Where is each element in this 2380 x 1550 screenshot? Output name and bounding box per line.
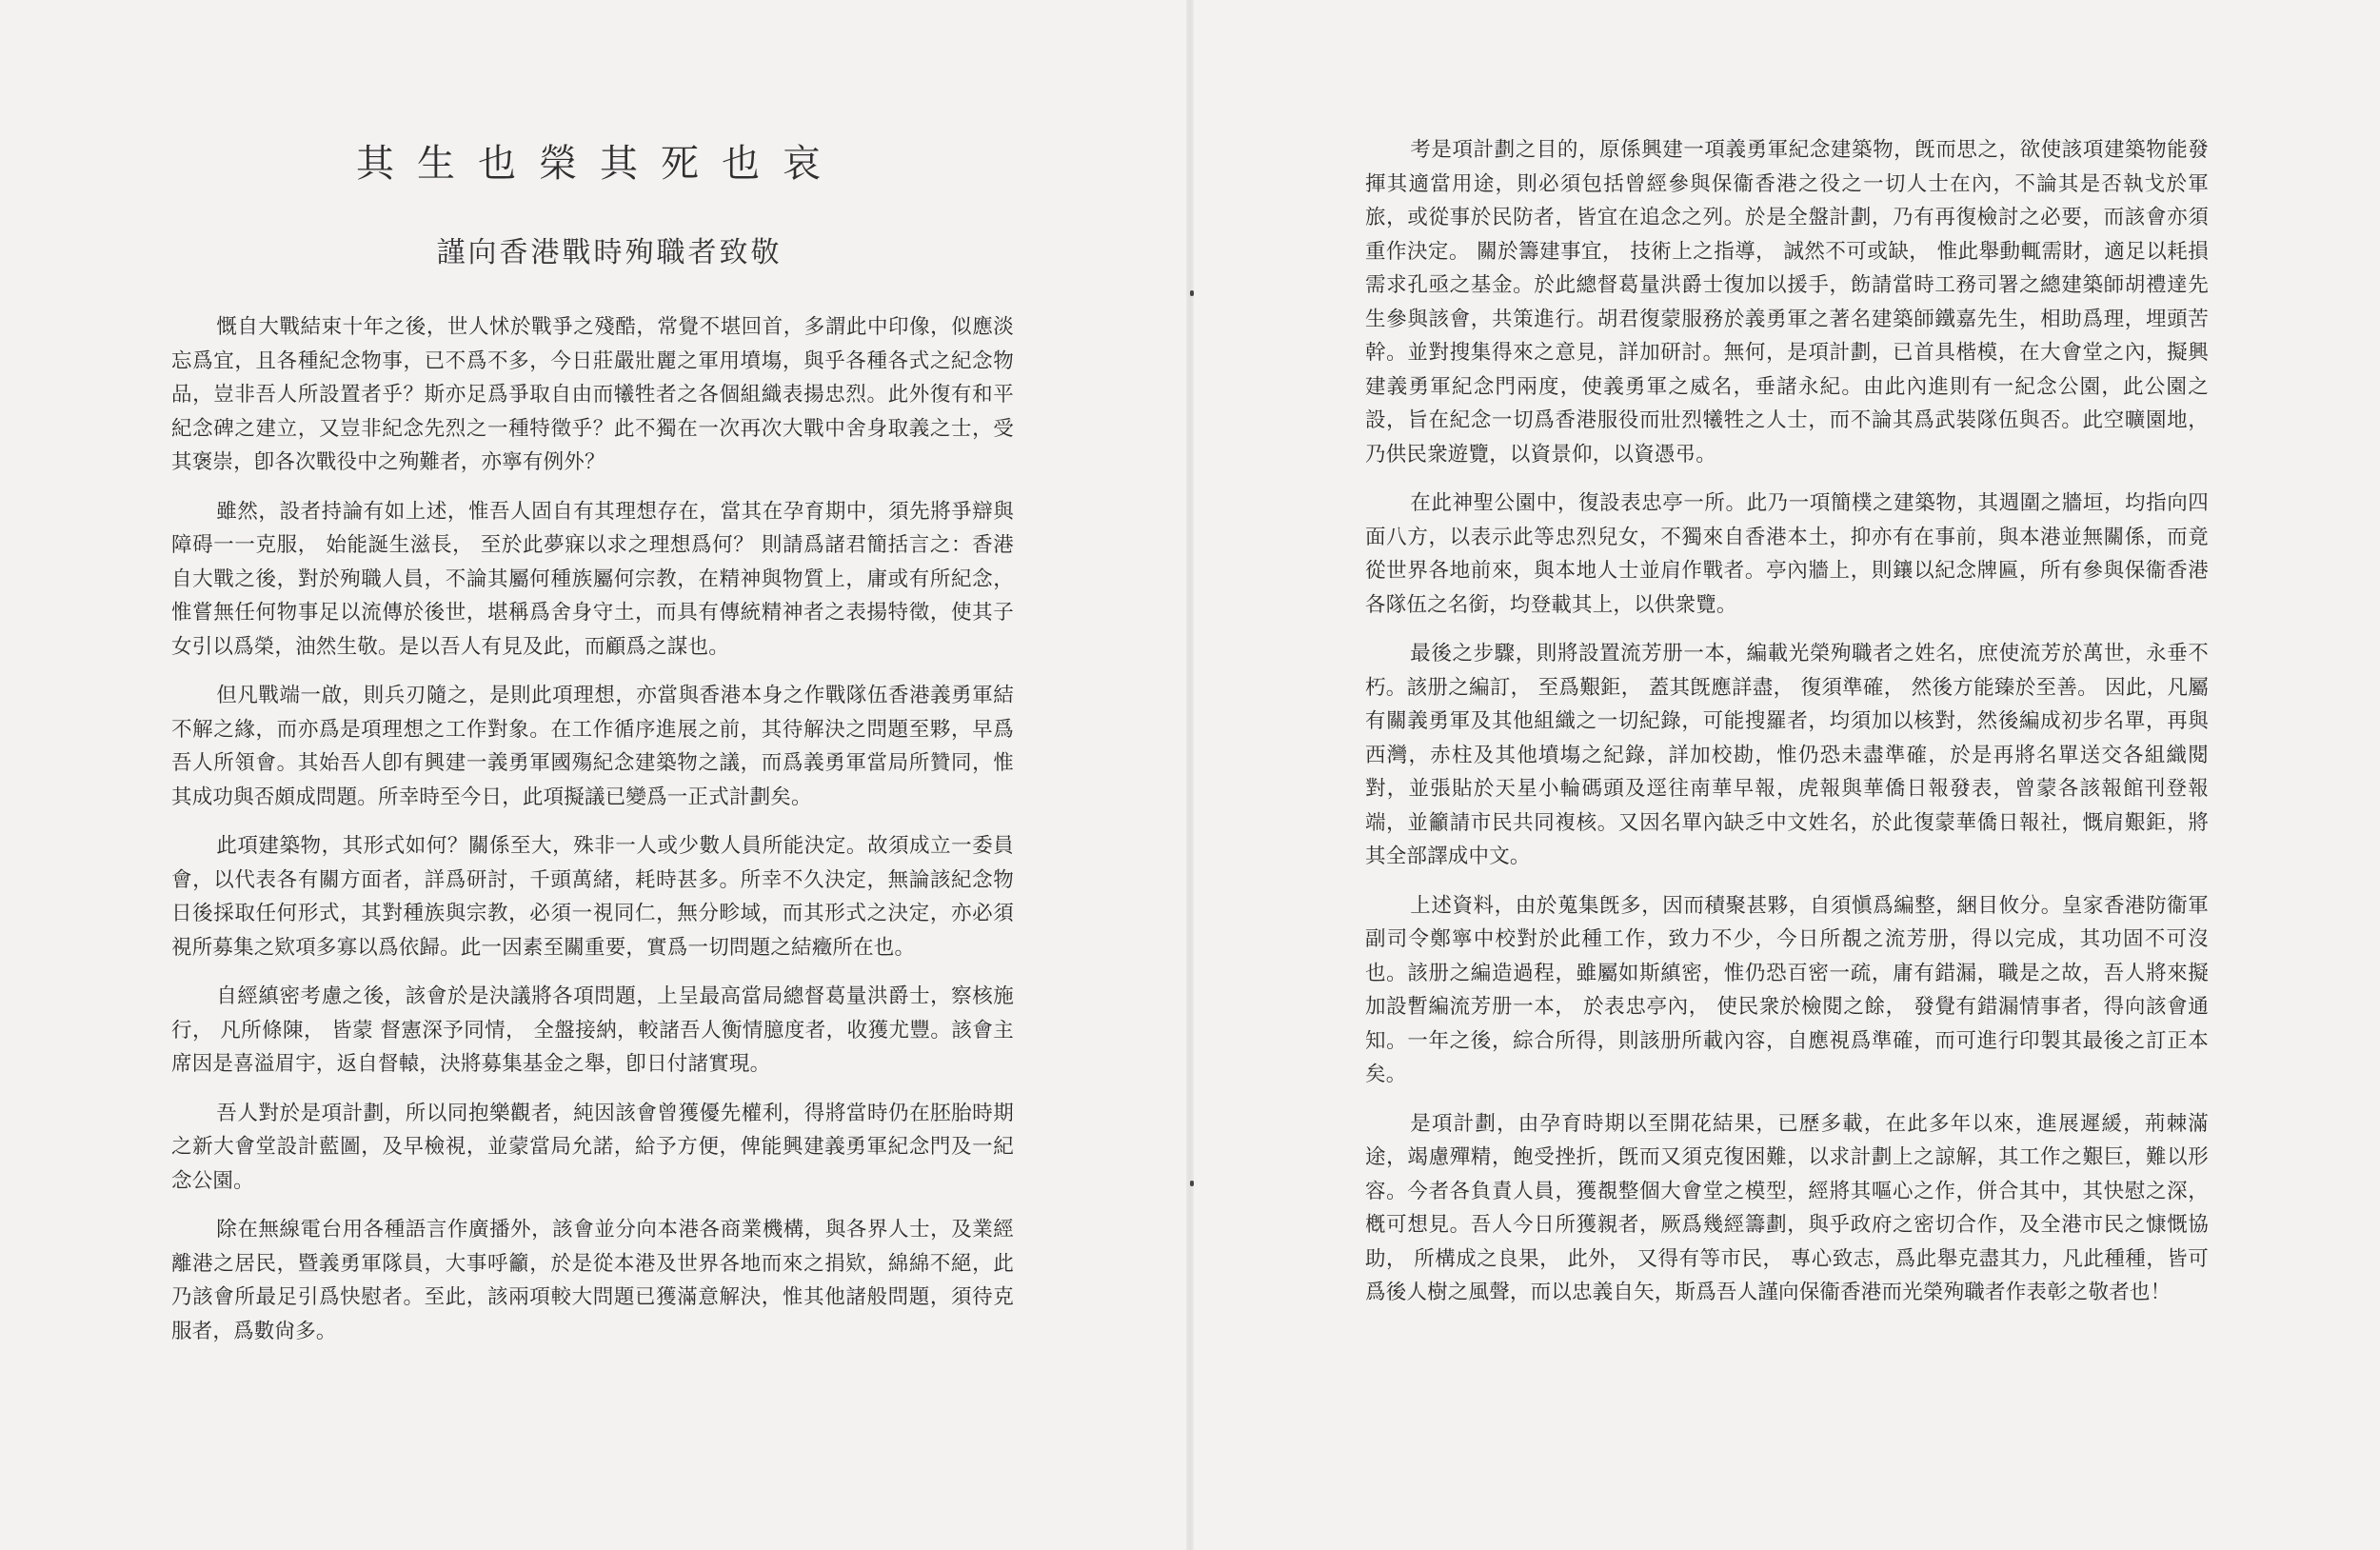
paragraph: 此項建築物，其形式如何？關係至大，殊非一人或少數人員所能決定。故須成立一委員會，以代表各有關方面者，詳爲研討，千頭萬緒，耗時甚多。所幸不久決定，無論該紀念物日後採取任何形式，其對種族與宗教，必須一視同仁，無分畛域，而其形式之決定，亦必須視所募集之欵項多寡以爲依歸。此一因素至關重要，實爲一切問題之結癥所在也。 bbox=[171, 834, 1014, 960]
left-page bbox=[0, 0, 1186, 1550]
paragraph: 慨自大戰結束十年之後，世人怵於戰爭之殘酷，常覺不堪回首，多謂此中印像，似應淡忘爲宜，且各種紀念物事，已不爲不多，今日莊嚴壯麗之軍用墳塲，與乎各種各式之紀念物品，豈非吾人所設置者乎？斯亦足爲爭取自由而犧牲者之各個組織表揚忠烈。此外復有和平紀念碑之建立，又豈非紀念先烈之一種特徵乎？此不獨在一次再次大戰中舍身取義之士，受其褒崇，卽各次戰役中之殉難者，亦寧有例外？ bbox=[171, 315, 1014, 474]
paragraph: 考是項計劃之目的，原係興建一項義勇軍紀念建築物，旣而思之，欲使該項建築物能發揮其適當用途，則必須包括曾經參與保衞香港之役之一切人士在內，不論其是否執戈於軍旅，或從事於民防者，皆宜在追念之列。於是全盤計劃，乃有再復檢討之必要，而該會亦須重作決定。 關於籌建事宜， 技術上之指導， 誠然不可或缺， 惟此舉動輒需財，適足以耗損需求孔亟之基金。於此總督葛量洪爵士復加以援手，飭請當時工務司署之總建築師胡禮達先生參與該會，共策進行。胡君復蒙服務於義勇軍之著名建築師鐵嘉先生，相助爲理，埋頭苦幹。並對搜集得來之意見，詳加研討。無何，是項計劃，已首具楷模，在大會堂之內，擬興建義勇軍紀念門兩度，使義勇軍之威名，垂諸永紀。由此內進則有一紀念公園，此公園之設，旨在紀念一切爲香港服役而壯烈犧牲之人士，而不論其爲武裝隊伍與否。此空曠園地，乃供民衆遊覽，以資景仰，以資憑弔。 bbox=[1365, 138, 2209, 467]
paragraph: 自經縝密考慮之後，該會於是決議將各項問題，上呈最高當局總督葛量洪爵士，察核施行， 凡所條陳， 皆蒙 督憲深予同情， 全盤接納，較諸吾人衡情臆度者，收獲尤豐。該會主席因是喜溢眉宇，返自督轅，決將募集基金之舉，卽日付諸實現。 bbox=[171, 984, 1014, 1076]
paragraph: 但凡戰端一啟，則兵刃隨之，是則此項理想，亦當與香港本身之作戰隊伍香港義勇軍結不解之緣，而亦爲是項理想之工作對象。在工作循序進展之前，其待解決之問題至夥，早爲吾人所領會。其始吾人卽有興建一義勇軍國殤紀念建築物之議，而爲義勇軍當局所贊同，惟其成功與否頗成問題。所幸時至今日，此項擬議已變爲一正式計劃矣。 bbox=[171, 684, 1014, 809]
paragraph: 吾人對於是項計劃，所以同抱樂觀者，純因該會曾獲優先權利，得將當時仍在胚胎時期之新大會堂設計藍圖，及早檢視，並蒙當局允諾，給予方便，俾能興建義勇軍紀念門及一紀念公園。 bbox=[171, 1101, 1014, 1193]
paragraph: 雖然，設者持論有如上述，惟吾人固自有其理想存在，當其在孕育期中，須先將爭辯與障碍一一克服， 始能誕生滋長， 至於此夢寐以求之理想爲何？ 則請爲諸君簡括言之：香港自大戰之後，對於殉職人員，不論其屬何種族屬何宗教，在精神與物質上，庸或有所紀念，惟嘗無任何物事足以流傳於後世，堪稱爲舍身守土，而具有傳統精神者之表揚特徵，使其子女引以爲榮，油然生敬。是以吾人有見及此，而顧爲之謀也。 bbox=[171, 499, 1014, 659]
paragraph: 是項計劃，由孕育時期以至開花結果，已歷多載，在此多年以來，進展遲緩，荊棘滿途，竭慮殫精，飽受挫折，旣而又須克復困難，以求計劃上之諒解，其工作之艱巨，難以形容。今者各負責人員，獲覩整個大會堂之模型，經將其嘔心之作，併合其中，其快慰之深，槪可想見。吾人今日所獲親者，厥爲幾經籌劃，與乎政府之密切合作，及全港市民之慷慨協助， 所構成之良果， 此外， 又得有等市民， 專心致志，爲此舉克盡其力，凡此種種，皆可爲後人樹之風聲，而以忠義自矢，斯爲吾人謹向保衞香港而光榮殉職者作表彰之敬者也！ bbox=[1365, 1111, 2209, 1304]
left-body-text bbox=[171, 310, 1014, 1363]
paragraph: 上述資料，由於蒐集旣多，因而積聚甚夥，自須愼爲編整，綑目攸分。皇家香港防衞軍副司令鄭寧中校對於此種工作，致力不少，今日所覩之流芳册，得以完成，其功固不可沒也。該册之編造過程，雖屬如斯縝密，惟仍恐百密一疏，庸有錯漏，職是之故，吾人將來擬加設暫編流芳册一本， 於表忠亭內， 使民衆於檢閱之餘， 發覺有錯漏情事者，得向該會通知。一年之後，綜合所得，則該册所載內容，自應視爲準確，而可進行印製其最後之訂正本矣。 bbox=[1365, 893, 2209, 1086]
page-gutter bbox=[1186, 0, 1194, 1550]
page-subtitle: 謹向香港戰時殉職者致敬 bbox=[436, 236, 783, 269]
right-page bbox=[1194, 0, 2380, 1550]
paragraph: 在此神聖公園中，復設表忠亭一所。此乃一項簡樸之建築物，其週圍之牆垣，均指向四面八方，以表示此等忠烈兒女，不獨來自香港本土，抑亦有在事前，與本港並無關係，而竟從世界各地前來，與本地人士並肩作戰者。亭內牆上，則鑲以紀念牌匾，所有參與保衞香港各隊伍之名銜，均登載其上，以供衆覽。 bbox=[1365, 491, 2209, 617]
paragraph: 最後之步驟，則將設置流芳册一本，編載光榮殉職者之姓名，庶使流芳於萬世，永垂不朽。該册之編訂， 至爲艱鉅， 蓋其旣應詳盡， 復須準確， 然後方能臻於至善。 因此，凡屬有關義勇軍及其他組織之一切紀錄，可能搜羅者，均須加以核對，然後編成初步名單，再與西灣，赤柱及其他墳塲之紀錄，詳加校勘，惟仍恐未盡準確，於是再將名單送交各組織閱對，並張貼於天星小輪碼頭及逕往南華早報，虎報與華僑日報發表，曾蒙各該報館刊登報端，並籲請市民共同複核。又因名單內缺乏中文姓名，於此復蒙華僑日報社，慨肩艱鉅，將其全部譯成中文。 bbox=[1365, 642, 2209, 868]
paragraph: 除在無線電台用各種語言作廣播外，該會並分向本港各商業機構，與各界人士，及業經離港之居民，暨義勇軍隊員，大事呼籲，於是從本港及世界各地而來之捐欵，綿綿不絕，此乃該會所最足引爲快慰者。至此，該兩項較大問題已獲滿意解決，惟其他諸般問題，須待克服者，爲數尙多。 bbox=[171, 1218, 1014, 1343]
right-body-text bbox=[1365, 133, 2209, 1325]
page-title: 其生也榮其死也哀 bbox=[356, 142, 843, 186]
